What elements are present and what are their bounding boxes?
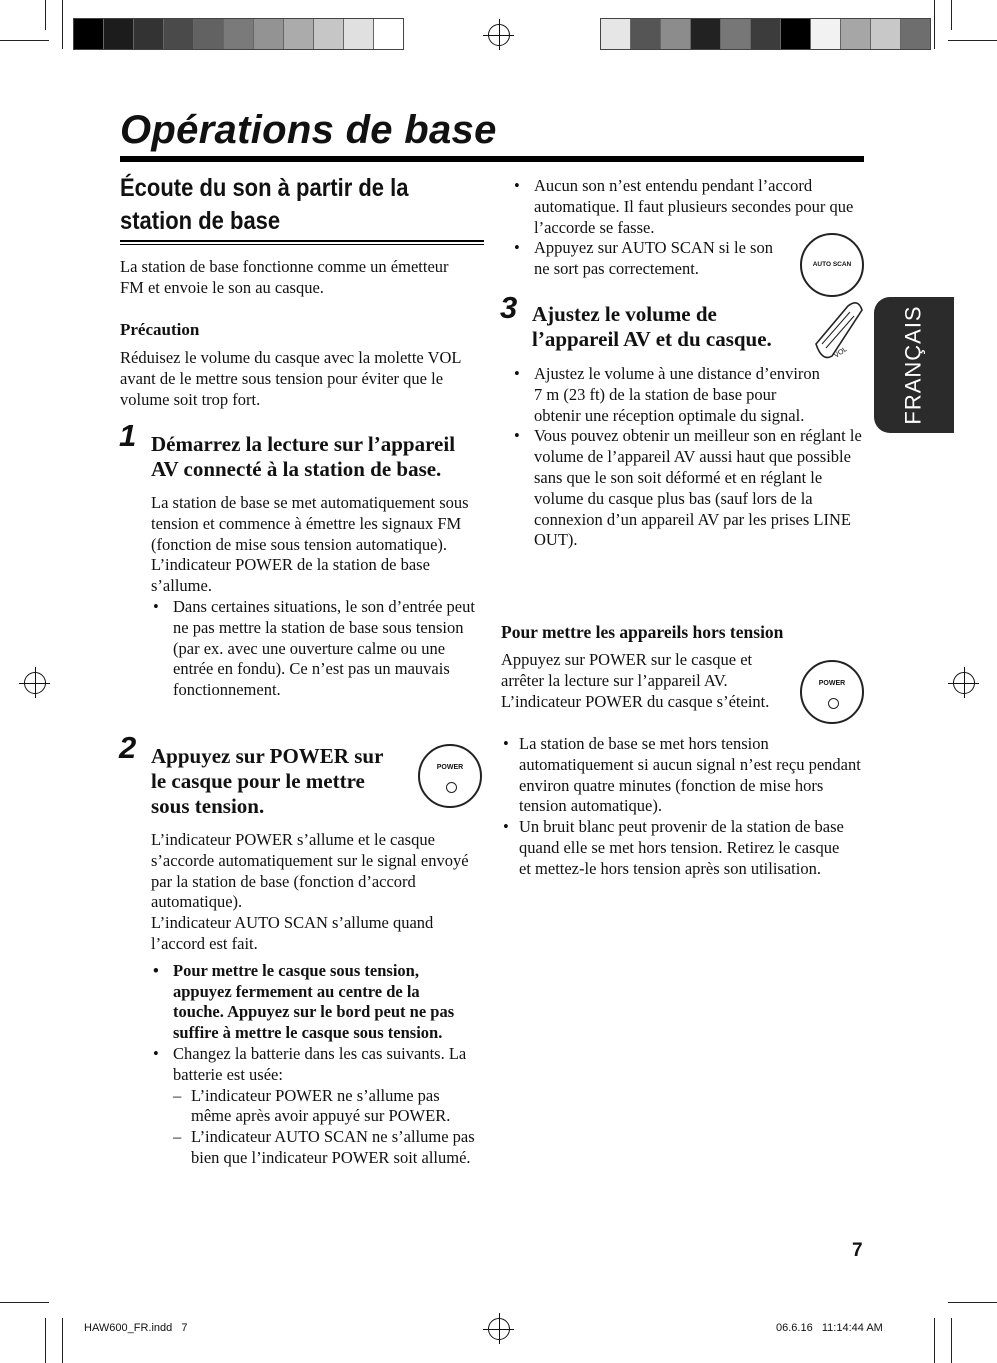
list-item: • Dans certaines situations, le son d’entrée peut ne pas mettre la station de base sous tension (par ex. avec une ouverture calme ou une entrée en fondu). Ce n’est pas un mauvais fonctionnement. — [151, 597, 479, 701]
step2-para1: L’indicateur POWER s’allume et le casque s’accorde automatiquement sur le signal envoyé par la station de base (fonction d’accord automatique). — [151, 830, 469, 912]
page-title: Opérations de base — [120, 108, 497, 152]
section-rule — [120, 240, 484, 242]
step1-bullets — [151, 597, 481, 701]
list-item: • La station de base se met hors tension automatiquement si aucun signal n’est reçu pendant environ quatre minutes (fonction de mise hors tension automatique). — [501, 734, 861, 817]
list-item: • Un bruit blanc peut provenir de la station de base quand elle se met hors tension. Retirez le casque et mettez-le hors tension après son utilisation. — [501, 817, 844, 879]
precaution-heading: Précaution — [120, 320, 200, 339]
step2-para2: L’indicateur AUTO SCAN s’allume quand l’accord est fait. — [151, 913, 434, 953]
list-item: • Pour mettre le casque sous tension, appuyez fermement au centre de la touche. Appuyez sur le bord peut ne pas suffire à mettre le casque sous tension. — [151, 961, 463, 1044]
power-off-heading: Pour mettre les appareils hors tension — [501, 622, 784, 642]
power-off-para: Appuyez sur POWER sur le casque et arrêter la lecture sur l’appareil AV. L’indicateur POWER du casque s’éteint. — [501, 650, 770, 711]
title-rule — [120, 156, 864, 162]
list-item — [151, 1044, 483, 1169]
step-number: 3 — [500, 290, 518, 325]
step2-heading: Appuyez sur POWER sur le casque pour le mettre sous tension. — [151, 744, 384, 818]
list-item: • Appuyez sur AUTO SCAN si le son ne sort pas correctement. — [512, 238, 774, 280]
step3-heading: Ajustez le volume de l’appareil AV et du casque. — [532, 302, 772, 351]
step1-para — [151, 493, 481, 701]
step2-body — [151, 830, 486, 1169]
step-number: 2 — [119, 730, 137, 765]
vol-label: VOL — [833, 345, 849, 360]
registration-mark-icon — [488, 24, 510, 46]
step1-para2: L’indicateur POWER de la station de base s’allume. — [151, 555, 430, 596]
bullet-text: Changez la batterie dans les cas suivants. La batterie est usée: — [173, 1043, 467, 1084]
registration-mark-icon — [488, 1318, 510, 1340]
registration-mark-icon — [953, 672, 975, 694]
precaution-text: Réduisez le volume du casque avec la molette VOL avant de le mettre sous tension pour éviter que le volume soit trop fort. — [120, 348, 461, 409]
section-title: Écoute du son à partir de la station de base — [120, 174, 409, 235]
list-item: • Vous pouvez obtenir un meilleur son en réglant le volume de l’appareil AV aussi haut que possible sans que le son soit déformé et en réglant le volume du casque plus bas (sauf lors de la connexion d’un appareil AV par les prises LINE OUT). — [512, 426, 867, 551]
step2-bullets — [151, 961, 486, 1169]
auto-scan-button-icon: AUTO SCAN — [800, 233, 864, 297]
power-button-icon: POWER — [418, 744, 482, 808]
dash-list — [173, 1086, 483, 1169]
power-button-icon: POWER — [800, 660, 864, 724]
footer-timestamp: 06.6.16 11:14:44 AM — [776, 1322, 883, 1334]
dash-item: – L’indicateur AUTO SCAN ne s’allume pas bien que l’indicateur POWER soit allumé. — [173, 1127, 483, 1169]
page-number: 7 — [852, 1240, 863, 1261]
section-rule — [120, 244, 484, 245]
list-item: • Ajustez le volume à une distance d’environ 7 m (23 ft) de la station de base pour obtenir une réception optimale du signal. — [512, 364, 824, 426]
color-bar-right — [600, 18, 931, 50]
intro-text: La station de base fonctionne comme un émetteur FM et envoie le son au casque. — [120, 257, 449, 297]
step1-heading: Démarrez la lecture sur l’appareil AV connecté à la station de base. — [151, 432, 456, 481]
dash-item: – L’indicateur POWER ne s’allume pas même après avoir appuyé sur POWER. — [173, 1086, 483, 1128]
footer-file-info: HAW600_FR.indd 7 — [84, 1322, 188, 1334]
step-number: 1 — [119, 418, 137, 453]
power-off-bullets — [501, 734, 861, 880]
step1-para1: La station de base se met automatiquement sous tension et commence à émettre les signaux FM (fonction de mise sous tension automatique). — [151, 493, 469, 554]
list-item: • Aucun son n’est entendu pendant l’accord automatique. Il faut plusieurs secondes pour que l’accorde se fasse. — [512, 176, 869, 238]
volume-wheel-icon — [810, 300, 866, 362]
step3-bullets — [534, 364, 867, 551]
color-bar-left — [73, 18, 404, 50]
language-tab-label: FRANÇAIS — [901, 305, 926, 425]
registration-mark-icon — [24, 672, 46, 694]
